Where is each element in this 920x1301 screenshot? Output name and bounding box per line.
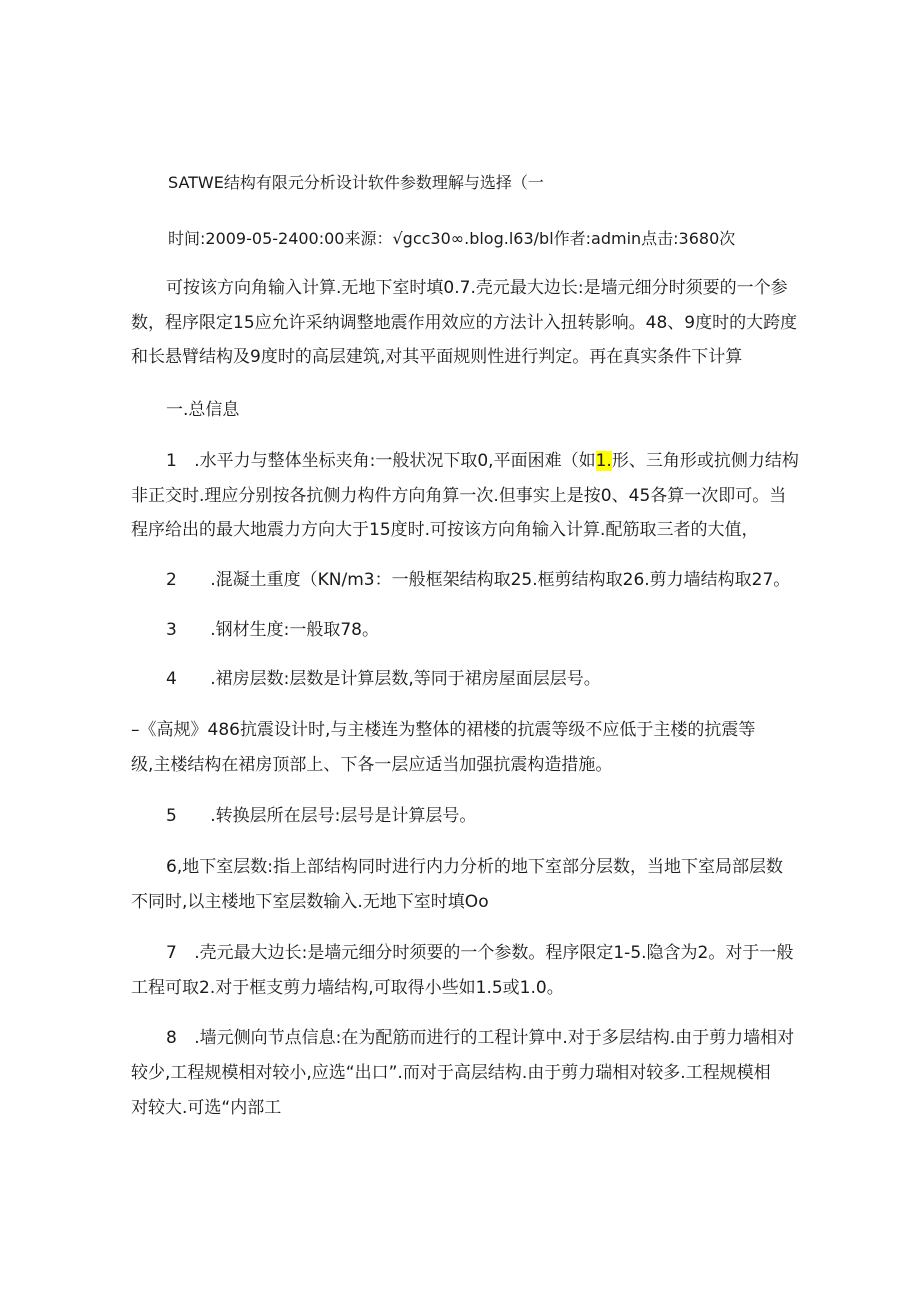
section-heading: 一.总信息 — [166, 400, 240, 420]
item-number: 4 — [166, 669, 177, 689]
item-text: .壳元最大边长:是墙元细分时须要的一个参数。程序限定1-5.隐含为2。对于一般 — [194, 943, 794, 963]
item-number: 7 — [166, 943, 177, 963]
item-text: .墙元侧向节点信息:在为配筋而进行的工程计算中.对于多层结构.由于剪力墙相对 — [194, 1028, 795, 1048]
item-text: .裙房层数:层数是计算层数,等同于裙房屋面层层号。 — [210, 669, 601, 689]
item-number: 3 — [166, 620, 177, 640]
item-text: .水平力与整体坐标夹角:一般状况下取0,平面困难（如 — [194, 451, 596, 471]
item-number: 2 — [166, 570, 177, 590]
highlighted-text: 1. — [595, 451, 612, 471]
note-line: –《高规》486抗震设计时,与主楼连为整体的裙楼的抗震等级不应低于主楼的抗震等 — [131, 720, 756, 740]
item-text: 形、三角形或抗侧力结构 — [611, 451, 799, 471]
intro-line: 可按该方向角输入计算.无地下室时填0.7.壳元最大边长:是墙元细分时须要的一个参 — [166, 278, 788, 298]
item-6-line: 6,地下室层数:指上部结构同时进行内力分析的地下室部分层数，当地下室局部层数 — [166, 857, 783, 877]
intro-line: 和长悬臂结构及9度时的高层建筑,对其平面规则性进行判定。再在真实条件下计算 — [131, 347, 743, 367]
item-2 — [166, 568, 790, 592]
document-title: SATWE结构有限元分析设计软件参数理解与选择（一 — [168, 173, 544, 192]
item-number: 8 — [166, 1028, 177, 1048]
item-7-line-1 — [166, 941, 793, 965]
item-1-line-2: 非正交时.理应分别按各抗侧力构件方向角算一次.但事实上是按0、45各算一次即可。当 — [131, 486, 787, 506]
item-7-line-2: 工程可取2.对于框支剪力墙结构,可取得小些如1.5或1.0。 — [131, 978, 564, 998]
item-8-line-1 — [166, 1026, 794, 1050]
item-4 — [166, 667, 601, 691]
item-6-line: 不同时,以主楼地下室层数输入.无地下室时填Oo — [131, 892, 489, 912]
item-8-line-3: 对较大.可选“内部工 — [131, 1098, 282, 1118]
item-5 — [166, 804, 476, 828]
note-line: 级,主楼结构在裙房顶部上、下各一层应适当加强抗震构造措施。 — [131, 755, 613, 775]
item-text: .钢材生度:一般取78。 — [210, 620, 379, 640]
item-8-line-2: 较少,工程规模相对较小,应选“出口”.而对于高层结构.由于剪力瑞相对较多.工程规模相 — [131, 1063, 771, 1083]
item-number: 1 — [166, 451, 177, 471]
item-1-line-3: 程序给出的最大地震力方向大于15度时.可按该方向角输入计算.配筋取三者的大值， — [131, 520, 759, 540]
item-1-line-1 — [166, 449, 799, 473]
item-3 — [166, 618, 379, 642]
intro-line: 数，程序限定15应允许采纳调整地震作用效应的方法计入扭转影响。48、9度时的大跨度 — [131, 313, 798, 333]
item-number: 5 — [166, 806, 177, 826]
item-text: .混凝土重度（KN/m3：一般框架结构取25.框剪结构取26.剪力墙结构取27。 — [210, 570, 791, 590]
document-meta: 时间:2009-05-2400:00来源：√gcc30∞.blog.l63∕bl作者:admin点击:3680次 — [168, 229, 736, 248]
item-text: .转换层所在层号:层号是计算层号。 — [210, 806, 477, 826]
